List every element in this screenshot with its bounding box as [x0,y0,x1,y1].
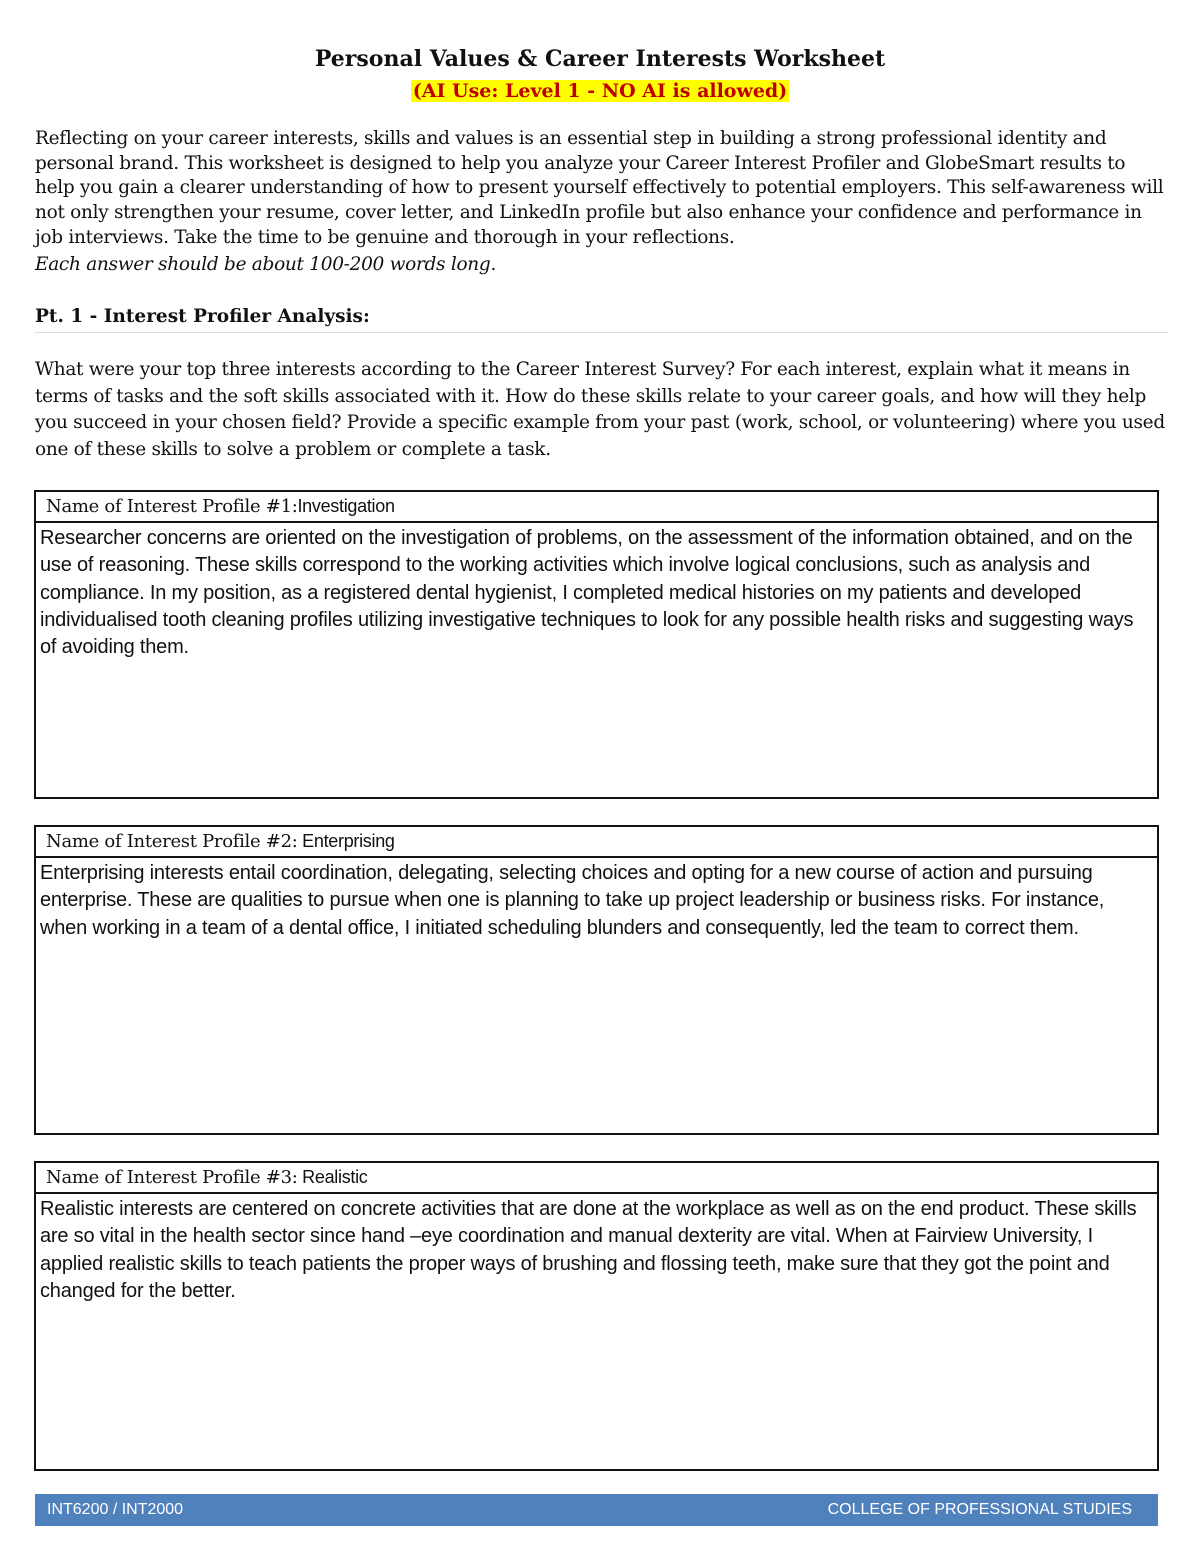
part1-question: What were your top three interests according to the Career Interest Survey? For each interest, explain what it means in terms of tasks and the soft skills associated with it. How do these skills relate to your career goals, and how will they help you succeed in your chosen field? Provide a specific example from your past (work, school, or volunteering) where you used one of these skills to solve a problem or complete a task. [35,359,1165,460]
part1-heading: Pt. 1 - Interest Profiler Analysis: [35,304,1168,333]
footer-course-code: INT6200 / INT2000 [47,1501,184,1518]
interest-profile-answer[interactable]: Enterprising interests entail coordination, delegating, selecting choices and opting for a new course of action and pursuing enterprise. These are qualities to pursue when one is planning to take up project leadership or business risks. For instance, when working in a team of a dental office, I initiated scheduling blunders and consequently, led the team to correct them. [40,862,1105,939]
interest-profile-label: Name of Interest Profile #3: [46,1167,298,1188]
interest-profile-answer[interactable]: Researcher concerns are oriented on the investigation of problems, on the assessment of the information obtained, and on the use of reasoning. These skills correspond to the working activities which involve logical conclusions, such as analysis and compliance. In my position, as a registered dental hygienist, I completed medical histories on my patients and developed individualised tooth cleaning profiles utilizing investigative techniques to look for any possible health risks and suggesting ways of avoiding them. [40,527,1134,659]
worksheet-title: Personal Values & Career Interests Worksheet [314,46,886,72]
intro-paragraph: Reflecting on your career interests, skills and values is an essential step in building a strong professional identity and personal brand. This worksheet is designed to help you analyze your Career Interest Profiler and GlobeSmart results to help you gain a clearer understanding of how to present yourself effectively to potential employers. This self-awareness will not only strengthen your resume, cover letter, and LinkedIn profile but also enhance your confidence and performance in job interviews. Take the time to be genuine and thorough in your reflections. [35,128,1164,248]
interest-profile-name[interactable]: Enterprising [297,831,395,851]
interest-profile-label: Name of Interest Profile #2: [46,831,298,852]
interest-profile-label: Name of Interest Profile #1: [46,496,298,517]
interest-profile-box-1 [34,490,1159,799]
interest-profile-header [36,492,1157,523]
interest-profile-header [36,827,1157,858]
interest-profile-answer[interactable]: Realistic interests are centered on concrete activities that are done at the workplace as well as on the end product. These skills are so vital in the health sector since hand –eye coordination and manual dexterity are vital. When at Fairview University, I applied realistic skills to teach patients the proper ways of brushing and flossing teeth, make sure that they got the point and changed for the better. [40,1198,1137,1302]
footer-college-name: COLLEGE OF PROFESSIONAL STUDIES [827,1501,1132,1518]
interest-profile-box-2 [34,825,1159,1135]
interest-profile-name[interactable]: Investigation [297,496,395,516]
page-footer [35,1494,1158,1526]
word-count-note [35,253,1170,277]
word-count-note-text: Each answer should be about 100-200 words long [35,254,491,275]
ai-notice: (AI Use: Level 1 - NO AI is allowed) [412,80,788,102]
ai-notice-line [0,78,1200,104]
word-count-note-period: . [490,254,497,275]
interest-profile-name[interactable]: Realistic [297,1167,368,1187]
interest-profile-box-3 [34,1161,1159,1471]
interest-profile-header [36,1163,1157,1194]
